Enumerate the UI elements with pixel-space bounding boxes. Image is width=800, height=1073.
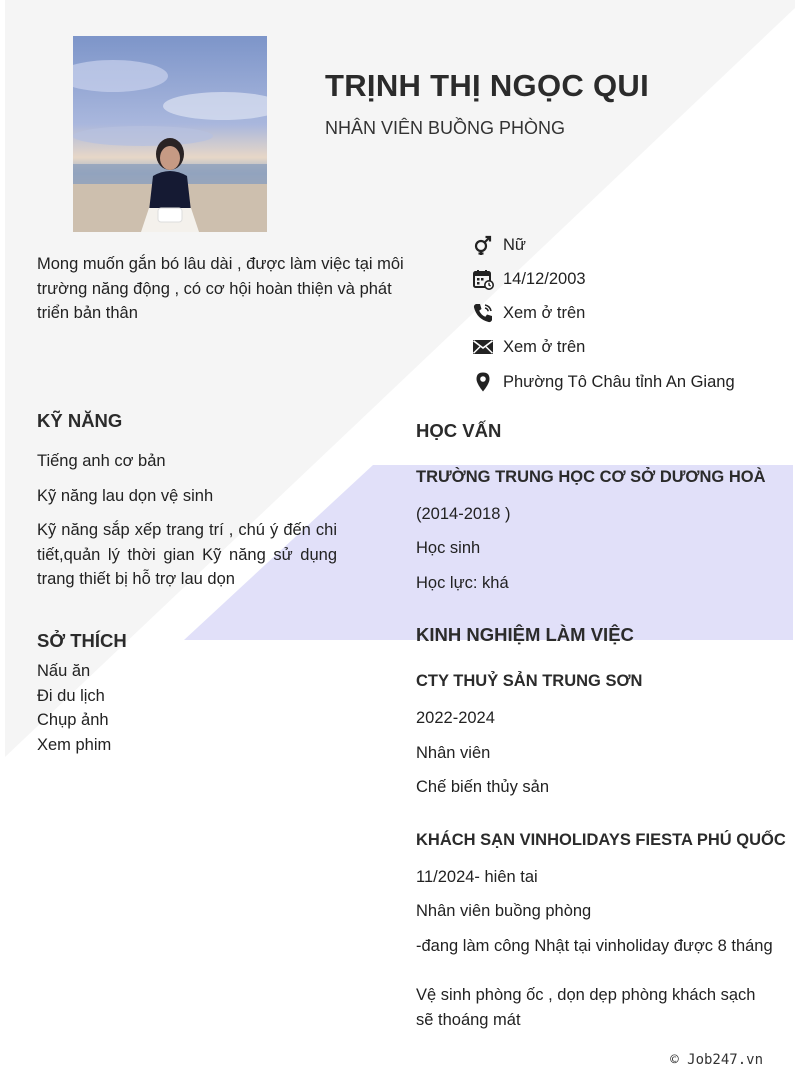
skills-section — [37, 410, 337, 592]
job-period: 11/2024- hiên tai — [416, 868, 538, 886]
skill-item: Kỹ năng sắp xếp trang trí , chú ý đến chi tiết,quản lý thời gian Kỹ năng sử dụng trang thiết bị hỗ trợ lau dọn — [37, 521, 337, 588]
education-role: Học sinh — [416, 539, 481, 557]
skill-item: Kỹ năng lau dọn vệ sinh — [37, 486, 214, 505]
birthday-value: 14/12/2003 — [503, 269, 586, 288]
job-role: Nhân viên — [416, 744, 491, 762]
location-pin-icon — [471, 370, 495, 394]
hobby-item: Đi du lịch — [37, 686, 105, 705]
education-school: TRƯỜNG TRUNG HỌC CƠ SỞ DƯƠNG HOÀ — [416, 468, 766, 486]
contact-address — [471, 367, 735, 397]
job-description: Vệ sinh phòng ốc , dọn dẹp phòng khách sạch sẽ thoáng mát — [416, 986, 756, 1029]
education-detail: Học lực: khá — [416, 574, 509, 592]
phone-icon — [471, 301, 495, 325]
education-period: (2014-2018 ) — [416, 505, 511, 523]
job-period: 2022-2024 — [416, 709, 495, 727]
job-description: -đang làm công Nhật tại vinholiday được 8 tháng — [416, 937, 773, 955]
hobby-item: Nấu ăn — [37, 662, 91, 680]
candidate-name: TRỊNH THỊ NGỌC QUI — [325, 68, 649, 103]
job-company: KHÁCH SẠN VINHOLIDAYS FIESTA PHÚ QUỐC — [416, 831, 786, 849]
contact-birthday — [471, 264, 586, 294]
gender-value: Nữ — [503, 235, 526, 254]
experience-title: KINH NGHIỆM LÀM VIỆC — [416, 624, 634, 645]
contact-email — [471, 332, 585, 362]
calendar-icon — [471, 267, 495, 291]
job-company: CTY THUỶ SẢN TRUNG SƠN — [416, 672, 643, 690]
education-title: HỌC VẤN — [416, 420, 502, 441]
hobby-item: Chụp ảnh — [37, 711, 109, 729]
hobbies-section — [37, 630, 337, 757]
hobbies-title: SỞ THÍCH — [37, 630, 127, 651]
skills-title: KỸ NĂNG — [37, 410, 123, 431]
contact-phone — [471, 298, 585, 328]
job-description: Chế biến thủy sản — [416, 778, 550, 796]
career-objective: Mong muốn gắn bó lâu dài , được làm việc tại môi trường năng động , có cơ hội hoàn thiện và phát triển bản thân — [37, 255, 404, 322]
address-value: Phường Tô Châu tỉnh An Giang — [503, 372, 735, 391]
hobby-item: Xem phim — [37, 735, 112, 754]
skill-item: Tiếng anh cơ bản — [37, 452, 166, 470]
email-value: Xem ở trên — [503, 337, 586, 356]
contact-gender — [471, 230, 526, 260]
profile-photo — [73, 36, 267, 232]
phone-value: Xem ở trên — [503, 303, 586, 322]
job-role: Nhân viên buồng phòng — [416, 902, 592, 920]
job-position: NHÂN VIÊN BUỒNG PHÒNG — [325, 118, 566, 138]
footer-watermark: © Job247.vn — [670, 1052, 763, 1068]
email-icon — [471, 335, 495, 359]
gender-icon — [471, 233, 495, 257]
